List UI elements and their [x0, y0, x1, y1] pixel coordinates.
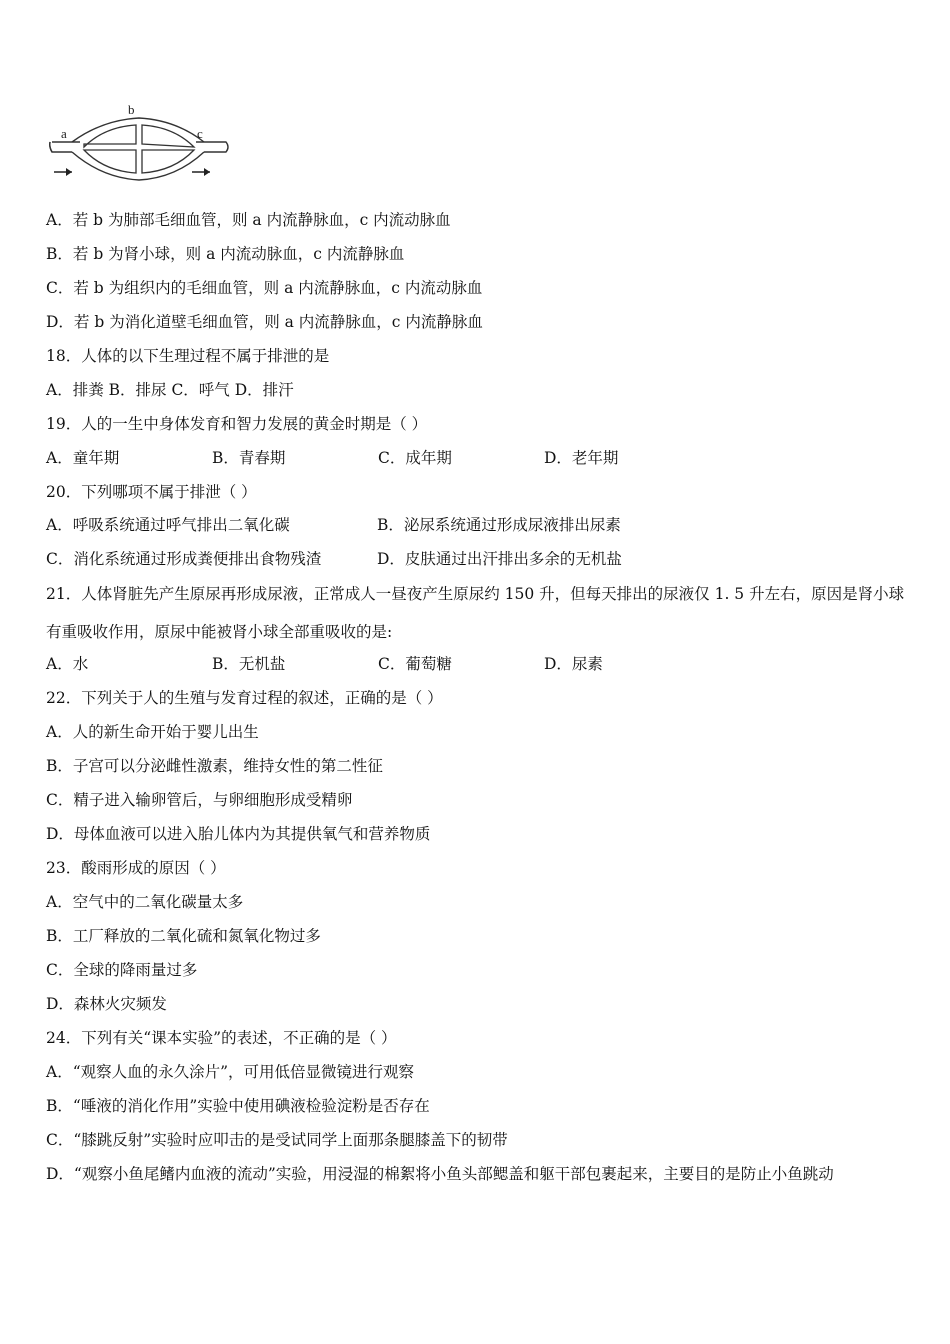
- q20-stem: 20．下列哪项不属于排泄（ ）: [46, 483, 257, 501]
- q20-option-b: B．泌尿系统通过形成尿液排出尿素: [377, 516, 621, 534]
- q24-option-a: A．“观察人血的永久涂片”，可用低倍显微镜进行观察: [46, 1063, 415, 1081]
- q17-option-c: C．若 b 为组织内的毛细血管，则 a 内流静脉血，c 内流动脉血: [46, 279, 483, 297]
- q19-option-a: A．童年期: [46, 449, 120, 467]
- q21-option-a: A．水: [46, 655, 89, 673]
- q23-option-b: B．工厂释放的二氧化硫和氮氧化物过多: [46, 927, 321, 945]
- label-b: b: [128, 102, 135, 117]
- label-a: a: [61, 126, 67, 141]
- q18-options: A．排粪 B．排尿 C．呼气 D．排汗: [46, 381, 294, 399]
- q18-stem: 18．人体的以下生理过程不属于排泄的是: [46, 347, 330, 365]
- q20-option-a: A．呼吸系统通过呼气排出二氧化碳: [46, 516, 290, 534]
- label-c: c: [197, 126, 203, 141]
- q21-options: [46, 654, 603, 674]
- q23-stem: 23．酸雨形成的原因（ ）: [46, 859, 226, 877]
- q17-option-d: D．若 b 为消化道壁毛细血管，则 a 内流静脉血，c 内流静脉血: [46, 313, 483, 331]
- q23-option-a: A．空气中的二氧化碳量太多: [46, 893, 244, 911]
- q22-stem: 22．下列关于人的生殖与发育过程的叙述，正确的是（ ）: [46, 689, 443, 707]
- blood-vessel-diagram: [44, 100, 234, 184]
- q23-option-c: C．全球的降雨量过多: [46, 961, 198, 979]
- q19-option-d: D．老年期: [544, 449, 619, 467]
- q20-options-row2: [46, 549, 622, 569]
- q21-option-b: B．无机盐: [212, 655, 286, 673]
- q17-option-a: A．若 b 为肺部毛细血管，则 a 内流静脉血，c 内流动脉血: [46, 211, 451, 229]
- q22-option-c: C．精子进入输卵管后，与卵细胞形成受精卵: [46, 791, 353, 809]
- q22-option-a: A．人的新生命开始于婴儿出生: [46, 723, 259, 741]
- q20-option-c: C．消化系统通过形成粪便排出食物残渣: [46, 550, 322, 568]
- q24-option-d: D．“观察小鱼尾鳍内血液的流动”实验，用浸湿的棉絮将小鱼头部鳃盖和躯干部包裹起来，主要目的是防止小鱼跳动: [46, 1165, 834, 1183]
- q22-option-b: B．子宫可以分泌雌性激素，维持女性的第二性征: [46, 757, 383, 775]
- q20-options-row1: [46, 515, 621, 535]
- q24-option-b: B．“唾液的消化作用”实验中使用碘液检验淀粉是否存在: [46, 1097, 430, 1115]
- q24-stem: 24．下列有关“课本实验”的表述，不正确的是（ ）: [46, 1029, 397, 1047]
- q21-option-d: D．尿素: [544, 655, 603, 673]
- q19-option-b: B．青春期: [212, 449, 286, 467]
- left-flow-arrow-icon: [54, 168, 72, 176]
- q19-options: [46, 448, 618, 468]
- q23-option-d: D．森林火灾频发: [46, 995, 167, 1013]
- q22-option-d: D．母体血液可以进入胎儿体内为其提供氧气和营养物质: [46, 825, 431, 843]
- q24-option-c: C．“膝跳反射”实验时应叩击的是受试同学上面那条腿膝盖下的韧带: [46, 1131, 508, 1149]
- q21-option-c: C．葡萄糖: [378, 655, 452, 673]
- right-flow-arrow-icon: [192, 168, 210, 176]
- q20-option-d: D．皮肤通过出汗排出多余的无机盐: [377, 550, 622, 568]
- q17-option-b: B．若 b 为肾小球，则 a 内流动脉血，c 内流静脉血: [46, 245, 405, 263]
- q19-option-c: C．成年期: [378, 449, 452, 467]
- q21-stem: 21．人体肾脏先产生原尿再形成尿液，正常成人一昼夜产生原尿约 150 升，但每天排出的尿液仅 1. 5 升左右，原因是肾小球有重吸收作用，原尿中能被肾小球全部重吸收的是:: [46, 585, 905, 641]
- q19-stem: 19．人的一生中身体发育和智力发展的黄金时期是（ ）: [46, 415, 428, 433]
